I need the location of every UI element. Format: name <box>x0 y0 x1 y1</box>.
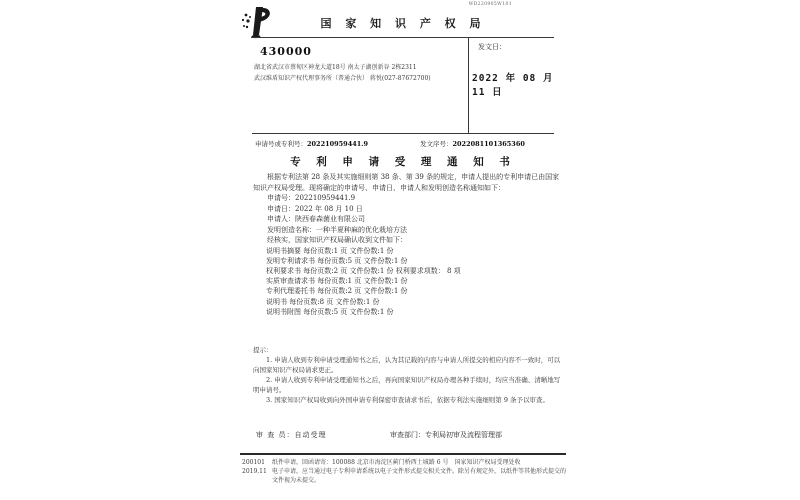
received-documents-list <box>253 246 566 317</box>
list-item: 权利要求书 每份页数:2 页 文件份数:1 份 权利要求项数： 8 项 <box>266 266 461 275</box>
list-item: 说明书附图 每份页数:5 页 文件份数:1 份 <box>266 307 394 316</box>
section-divider <box>252 133 554 134</box>
list-item: 说明书 每份页数:8 页 文件份数:1 份 <box>266 297 380 306</box>
list-item: 专利代理委托书 每份页数:2 页 文件份数:1 份 <box>266 287 408 296</box>
footer-divider <box>240 453 566 455</box>
intro-paragraph: 根据专利法第 28 条及其实施细则第 38 条、第 39 条的规定，申请人提出的专利申请已由国家知识产权局受理。现将确定的申请号、申请日、申请人和发明创造名称通知如下： <box>253 173 560 192</box>
application-number-value: 202210959441.9 <box>307 140 369 148</box>
header-divider <box>251 37 554 38</box>
examiner <box>256 430 326 440</box>
footer-efiling-instruction: 电子申请，应当通过电子专利申请系统以电子文件形式提交相关文件。除另有规定外，以纸件等其他形式提交的文件视为未提交。 <box>272 468 567 484</box>
document-code: WD220905W101 <box>468 2 512 7</box>
dispatch-date-value: 2022 年 08 月 11 日 <box>472 73 554 98</box>
field-invention-title: 发明创造名称：一种半夏种麻的优化栽培方法 <box>267 225 407 234</box>
list-item: 发明专利请求书 每份页数:5 页 文件份数:1 份 <box>266 256 408 265</box>
review-department-label: 审查部门： <box>390 431 425 439</box>
agency-title: 国 家 知 识 产 权 局 <box>320 17 486 30</box>
dispatch-box-divider <box>468 37 469 133</box>
application-number <box>255 139 368 148</box>
field-application-date: 申请日：2022 年 08 月 10 日 <box>267 204 363 213</box>
list-item: 实质审查请求书 每份页数:1 页 文件份数:1 份 <box>266 277 408 286</box>
application-number-label: 申请号或专利号： <box>255 140 307 148</box>
application-fields <box>253 193 566 235</box>
field-application-number: 申请号：202210959441.9 <box>267 194 356 202</box>
examiner-value: 自动受理 <box>294 431 327 439</box>
tip-item: 2. 申请人收到专利申请受理通知书之后，再向国家知识产权局办理各种手续时，均应当准确、清晰地写明申请号。 <box>253 376 561 394</box>
field-applicant: 申请人：陕西春森菌业有限公司 <box>267 215 365 223</box>
form-identifiers <box>242 458 270 476</box>
examiner-label: 审 查 员： <box>256 431 295 439</box>
dispatch-serial-value: 2022081101365360 <box>452 140 525 148</box>
dispatch-date-label: 发文日： <box>478 43 506 51</box>
confirmation-line: 经核实，国家知识产权局确认收到文件如下： <box>267 236 407 244</box>
notice-body <box>253 172 566 317</box>
review-department-value: 专利局初审及流程管理部 <box>425 431 502 439</box>
tip-item: 1. 申请人收到专利申请受理通知书之后，认为其记载的内容与申请人所提交的相应内容不一致时，可以向国家知识产权局请求更正。 <box>253 356 561 374</box>
tips-title: 提示： <box>253 346 273 354</box>
recipient-postcode: 430000 <box>260 45 312 58</box>
form-date: 2019.11 <box>242 468 267 475</box>
recipient-address-line1: 湖北省武汉市蔡甸区神龙大道18号 南太子湖创新谷 2栋2311 <box>254 64 417 71</box>
dispatch-serial <box>420 139 525 148</box>
footer-paper-instruction: 纸件申请，回函请寄：100088 北京市海淀区蓟门桥西土城路 6 号 国家知识产权局受理处收 <box>272 459 521 466</box>
list-item: 说明书摘要 每份页数:1 页 文件份数:1 份 <box>266 246 394 255</box>
form-number: 200101 <box>242 459 265 466</box>
footer-instructions <box>272 458 568 485</box>
tips-section <box>253 345 566 405</box>
review-department <box>390 430 502 440</box>
tip-item: 3. 国家知识产权局收到向外国申请专利保密审查请求书后，依据专利法实施细则第 9 条予以审查。 <box>266 396 550 404</box>
notice-title: 专 利 申 请 受 理 通 知 书 <box>290 156 516 168</box>
dispatch-serial-label: 发文序号： <box>420 140 453 148</box>
patent-acceptance-notice <box>238 0 568 500</box>
recipient-address-line2: 武汉维盾知识产权代理事务所（普通合伙） 蒋悦(027-87672700) <box>254 75 431 82</box>
